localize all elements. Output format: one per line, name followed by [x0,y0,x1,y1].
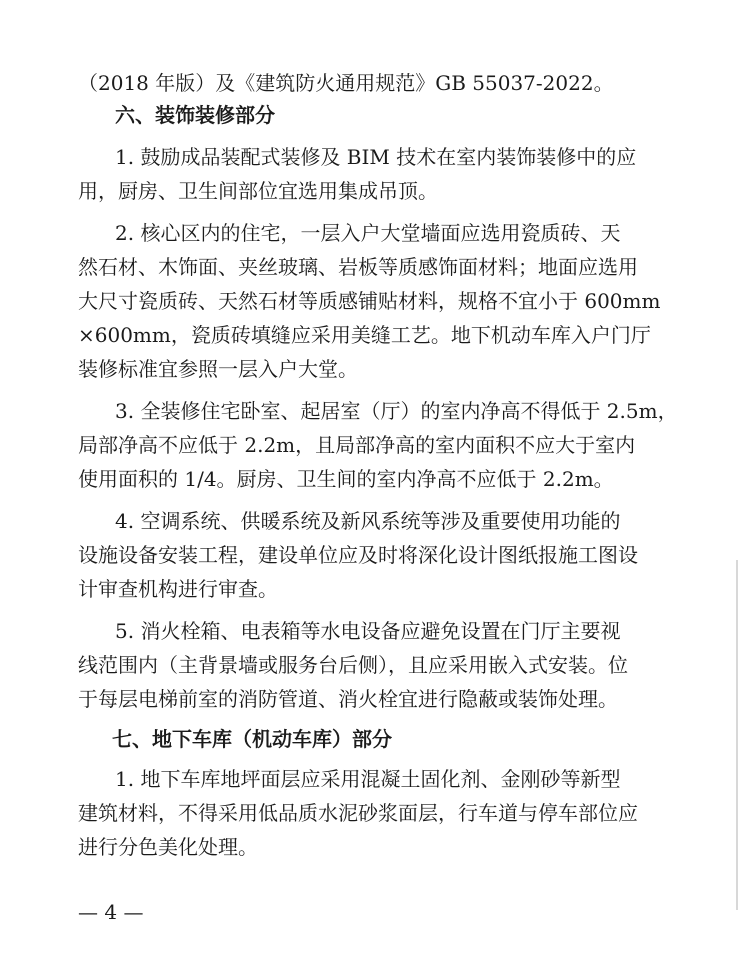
page-number: — 4 — [78,900,144,924]
paragraph-line: 进行分色美化处理。 [78,835,258,859]
intro-line: （2018 年版）及《建筑防火通用规范》GB 55037-2022。 [78,71,614,95]
paragraph-line: 4. 空调系统、供暖系统及新风系统等涉及重要使用功能的 [115,509,621,533]
paragraph-line: 使用面积的 1/4。厨房、卫生间的室内净高不应低于 2.2m。 [78,467,614,491]
paragraph-line: 3. 全装修住宅卧室、起居室（厅）的室内净高不得低于 2.5m， [115,399,678,423]
paragraph-line: 建筑材料，不得采用低品质水泥砂浆面层，行车道与停车部位应 [78,801,638,825]
paragraph-line: 2. 核心区内的住宅，一层入户大堂墙面应选用瓷质砖、天 [115,221,621,245]
paragraph-line: 用，厨房、卫生间部位宜选用集成吊顶。 [78,179,438,203]
paragraph-line: 装修标准宜参照一层入户大堂。 [78,357,358,381]
paragraph-line: 5. 消火栓箱、电表箱等水电设备应避免设置在门厅主要视 [115,619,621,643]
paragraph-line: 1. 鼓励成品装配式装修及 BIM 技术在室内装饰装修中的应 [115,145,637,169]
paragraph-line: 于每层电梯前室的消防管道、消火栓宜进行隐蔽或装饰处理。 [78,687,618,711]
section-7-heading: 七、地下车库（机动车库）部分 [112,727,392,751]
paragraph-line: 1. 地下车库地坪面层应采用混凝土固化剂、金刚砂等新型 [115,767,621,791]
section-6-heading: 六、装饰装修部分 [115,103,275,127]
paragraph-line: 计审查机构进行审查。 [78,577,278,601]
paragraph-line: 大尺寸瓷质砖、天然石材等质感铺贴材料，规格不宜小于 600mm [78,289,661,313]
paragraph-line: 然石材、木饰面、夹丝玻璃、岩板等质感饰面材料；地面应选用 [78,255,638,279]
paragraph-line: ×600mm，瓷质砖填缝应采用美缝工艺。地下机动车库入户门厅 [78,323,651,347]
paragraph-line: 线范围内（主背景墙或服务台后侧），且应采用嵌入式安装。位 [78,653,628,677]
paragraph-line: 设施设备安装工程，建设单位应及时将深化设计图纸报施工图设 [78,543,638,567]
page-edge-shadow [736,560,738,910]
paragraph-line: 局部净高不应低于 2.2m，且局部净高的室内面积不应大于室内 [78,433,636,457]
